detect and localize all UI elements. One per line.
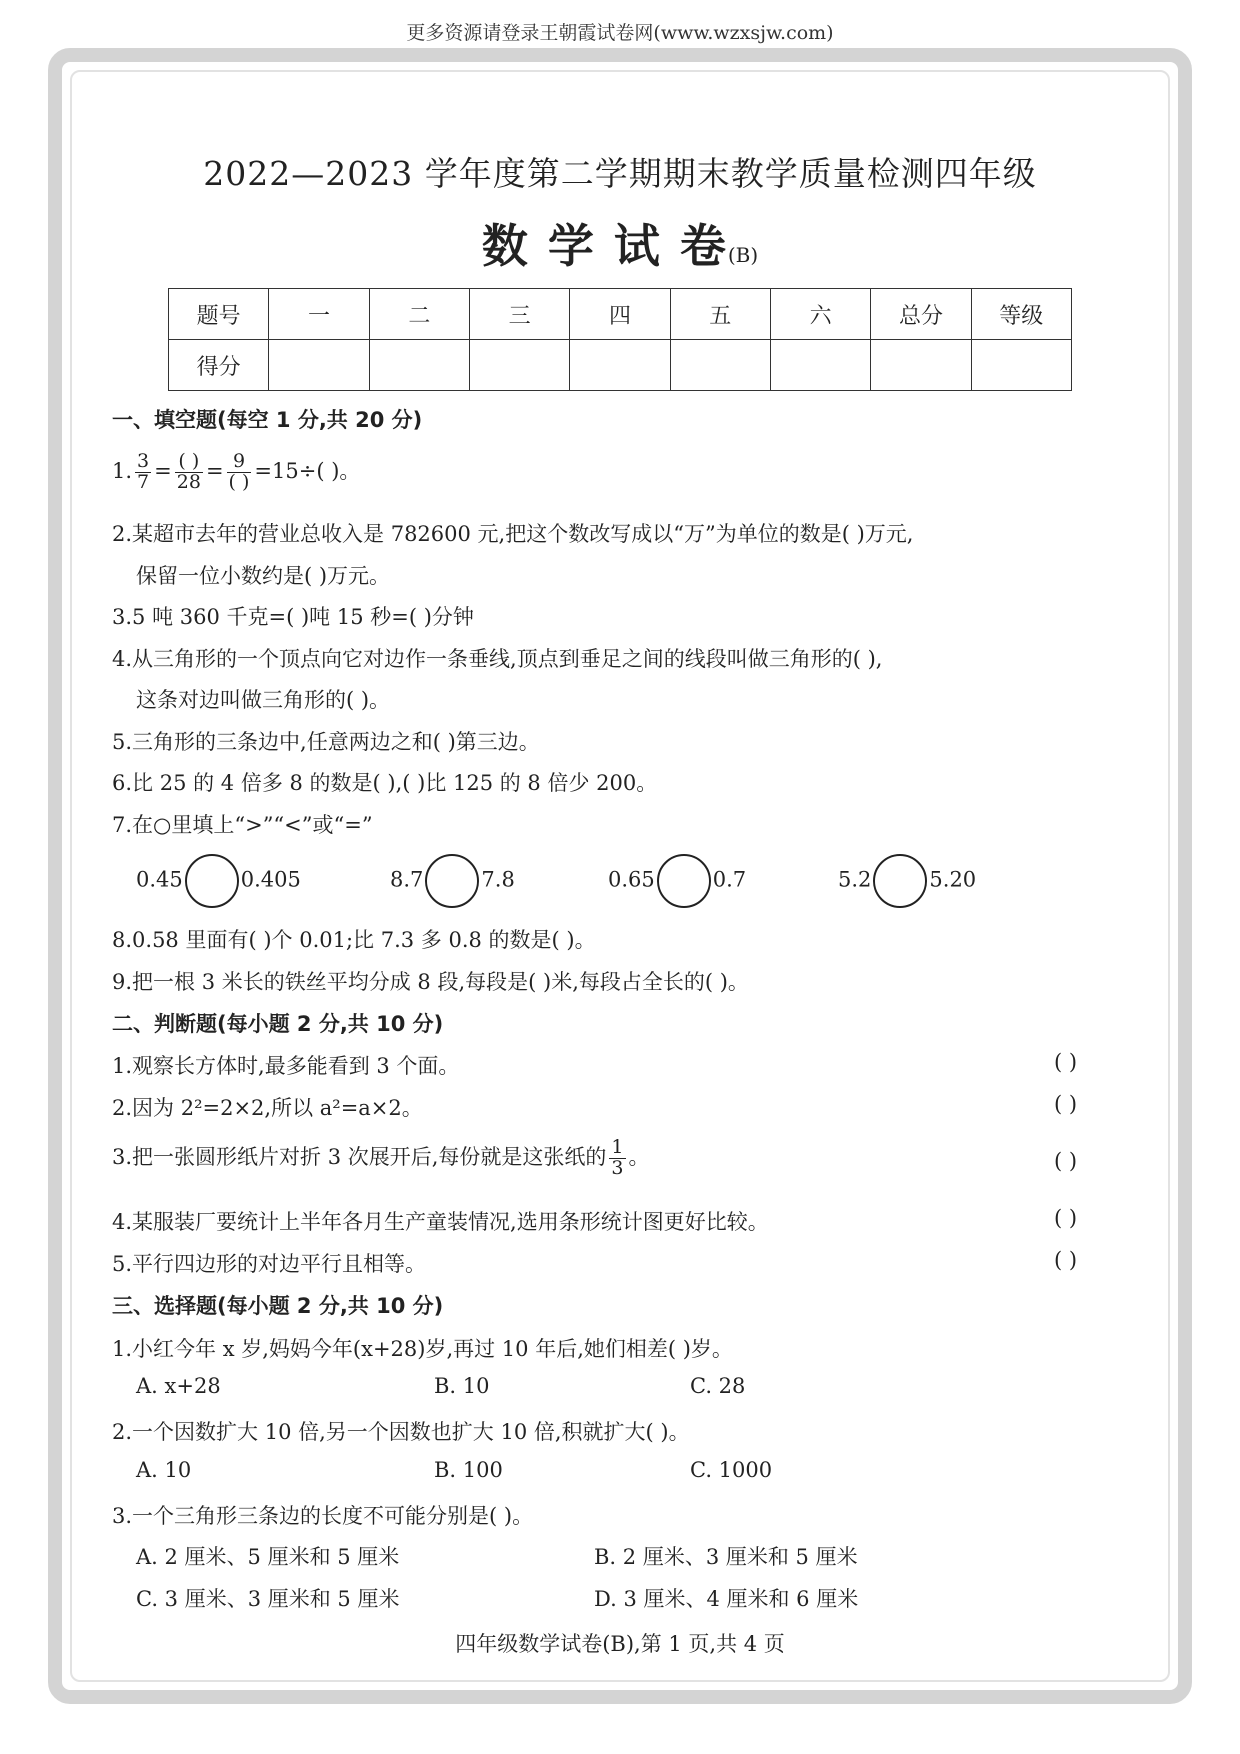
score-cell: 等级 xyxy=(971,289,1071,340)
compare-item: 0.65 0.7 xyxy=(608,854,746,908)
question-2-3: 3.把一张圆形纸片对折 3 次展开后,每份就是这张纸的 $\frac{1}{3}$ 。 xyxy=(112,1136,650,1179)
compare-circle[interactable] xyxy=(657,854,711,908)
question-1-7: 7.在○里填上“>”“<”或“=” xyxy=(112,813,373,837)
score-input-cell[interactable] xyxy=(570,340,670,391)
answer-blank[interactable]: ( ) xyxy=(1054,1149,1078,1173)
question-3-3: 3.一个三角形三条边的长度不可能分别是( )。 xyxy=(112,1504,534,1528)
answer-blank[interactable]: ( ) xyxy=(1054,1050,1078,1074)
option-b[interactable]: B. 2 厘米、3 厘米和 5 厘米 xyxy=(594,1545,858,1569)
option-c[interactable]: C. 3 厘米、3 厘米和 5 厘米 xyxy=(136,1587,400,1611)
section3-heading: 三、选择题(每小题 2 分,共 10 分) xyxy=(112,1294,444,1318)
score-input-cell[interactable] xyxy=(670,340,770,391)
score-input-cell[interactable] xyxy=(971,340,1071,391)
option-c[interactable]: C. 28 xyxy=(690,1374,746,1398)
score-cell: 五 xyxy=(670,289,770,340)
question-2-4: 4.某服装厂要统计上半年各月生产童装情况,选用条形统计图更好比较。 xyxy=(112,1210,769,1234)
score-input-cell[interactable] xyxy=(269,340,369,391)
question-1-3: 3.5 吨 360 千克=( )吨 15 秒=( )分钟 xyxy=(112,605,474,629)
question-1-9: 9.把一根 3 米长的铁丝平均分成 8 段,每段是( )米,每段占全长的( )。 xyxy=(112,970,749,994)
section1-heading: 一、填空题(每空 1 分,共 20 分) xyxy=(112,408,423,432)
question-2-2: 2.因为 2²=2×2,所以 a²=a×2。 xyxy=(112,1096,423,1120)
option-d[interactable]: D. 3 厘米、4 厘米和 6 厘米 xyxy=(594,1587,859,1611)
score-input-cell[interactable] xyxy=(469,340,569,391)
question-1-4a: 4.从三角形的一个顶点向它对边作一条垂线,顶点到垂足之间的线段叫做三角形的( ), xyxy=(112,647,883,671)
score-table xyxy=(168,288,1072,391)
compare-item: 5.2 5.20 xyxy=(838,854,976,908)
paper-version: (B) xyxy=(727,243,759,267)
score-input-cell[interactable] xyxy=(770,340,870,391)
score-cell: 二 xyxy=(369,289,469,340)
question-2-1: 1.观察长方体时,最多能看到 3 个面。 xyxy=(112,1054,460,1078)
fraction: $\frac{1}{3}$ xyxy=(611,1136,624,1179)
compare-item: 0.45 0.405 xyxy=(136,854,301,908)
option-c[interactable]: C. 1000 xyxy=(690,1458,773,1482)
answer-blank[interactable]: ( ) xyxy=(1054,1092,1078,1116)
fraction: $\frac{( )}{28}$ xyxy=(176,450,201,493)
fraction: $\frac{9}{( )}$ xyxy=(228,450,250,493)
compare-circle[interactable] xyxy=(873,854,927,908)
compare-circle[interactable] xyxy=(185,854,239,908)
answer-blank[interactable]: ( ) xyxy=(1054,1206,1078,1230)
score-input-cell[interactable] xyxy=(369,340,469,391)
score-cell: 题号 xyxy=(169,289,269,340)
score-table-header xyxy=(169,289,1072,340)
option-b[interactable]: B. 100 xyxy=(434,1458,503,1482)
exam-subject-title: 数 学 试 卷(B) xyxy=(481,219,759,273)
question-1-4b: 这条对边叫做三角形的( )。 xyxy=(136,688,391,712)
source-banner: 更多资源请登录王朝霞试卷网(www.wzxsjw.com) xyxy=(406,22,834,44)
question-3-2: 2.一个因数扩大 10 倍,另一个因数也扩大 10 倍,积就扩大( )。 xyxy=(112,1420,690,1444)
score-input-cell[interactable] xyxy=(871,340,971,391)
page-footer: 四年级数学试卷(B),第 1 页,共 4 页 xyxy=(455,1632,785,1656)
option-a[interactable]: A. 2 厘米、5 厘米和 5 厘米 xyxy=(136,1545,400,1569)
compare-item: 8.7 7.8 xyxy=(390,854,515,908)
question-1-2b: 保留一位小数约是( )万元。 xyxy=(136,564,391,588)
question-1-6: 6.比 25 的 4 倍多 8 的数是( ),( )比 125 的 8 倍少 200。 xyxy=(112,771,658,795)
score-cell: 一 xyxy=(269,289,369,340)
exam-title: 2022—2023 学年度第二学期期末教学质量检测四年级 xyxy=(203,154,1037,193)
question-1-5: 5.三角形的三条边中,任意两边之和( )第三边。 xyxy=(112,730,540,754)
option-a[interactable]: A. 10 xyxy=(136,1458,192,1482)
score-row-label: 得分 xyxy=(169,340,269,391)
answer-blank[interactable]: ( ) xyxy=(1054,1248,1078,1272)
question-3-1: 1.小红今年 x 岁,妈妈今年(x+28)岁,再过 10 年后,她们相差( )岁。 xyxy=(112,1337,733,1361)
score-cell: 六 xyxy=(770,289,870,340)
compare-circle[interactable] xyxy=(425,854,479,908)
question-1-8: 8.0.58 里面有( )个 0.01;比 7.3 多 0.8 的数是( )。 xyxy=(112,928,596,952)
score-cell: 总分 xyxy=(871,289,971,340)
question-1-1: 1. $\frac{3}{7}$ = $\frac{( )}{28}$ = $\frac{9}{( )}$ =15÷( )。 xyxy=(112,450,361,493)
score-cell: 四 xyxy=(570,289,670,340)
score-table-row xyxy=(169,340,1072,391)
option-a[interactable]: A. x+28 xyxy=(136,1374,221,1398)
question-1-2a: 2.某超市去年的营业总收入是 782600 元,把这个数改写成以“万”为单位的数是( )万元, xyxy=(112,522,914,546)
option-b[interactable]: B. 10 xyxy=(434,1374,490,1398)
fraction: $\frac{3}{7}$ xyxy=(137,450,150,493)
question-2-5: 5.平行四边形的对边平行且相等。 xyxy=(112,1252,427,1276)
score-cell: 三 xyxy=(469,289,569,340)
section2-heading: 二、判断题(每小题 2 分,共 10 分) xyxy=(112,1012,444,1036)
